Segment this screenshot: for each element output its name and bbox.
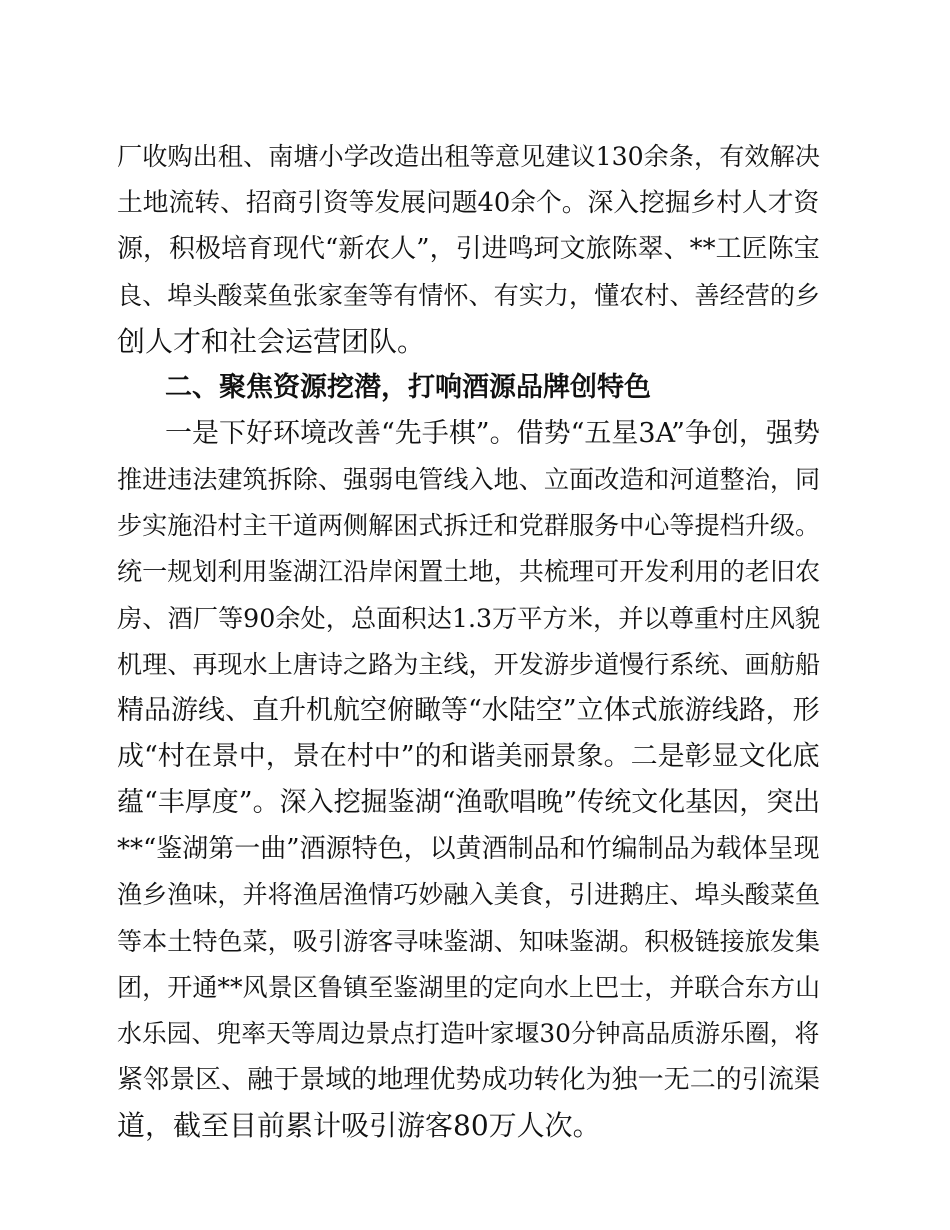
- body-line-11: 房、酒厂等90余处，总面积达1.3万平方米，并以尊重村庄风貌: [117, 604, 821, 633]
- body-line-8: 推进违法建筑拆除、强弱电管线入地、立面改造和河道整治，同: [117, 465, 821, 494]
- body-line-20: 水乐园、兜率天等周边景点打造叶家堰30分钟高品质游乐圈，将: [117, 1019, 820, 1048]
- body-line-1: 厂收购出租、南塘小学改造出租等意见建议130余条，有效解决: [117, 142, 820, 171]
- section-heading: 二、聚焦资源挖潜，打响酒源品牌创特色: [165, 372, 651, 403]
- body-line-12: 机理、再现水上唐诗之路为主线，开发游步道慢行系统、画舫船: [117, 650, 821, 679]
- body-line-22: 道，截至目前累计吸引游客80万人次。: [117, 1109, 601, 1142]
- body-line-3: 源，积极培育现代“新农人”，引进鸣珂文旅陈翠、**工匠陈宝: [117, 234, 820, 264]
- body-line-19: 团，开通**风景区鲁镇至鉴湖里的定向水上巴士，并联合东方山: [117, 973, 821, 1002]
- body-line-21: 紧邻景区、融于景域的地理优势成功转化为独一无二的引流渠: [117, 1065, 820, 1095]
- body-line-10: 统一规划利用鉴湖江沿岸闲置土地，共梳理可开发利用的老旧农: [117, 557, 821, 586]
- body-line-18: 等本土特色菜，吸引游客寻味鉴湖、知味鉴湖。积极链接旅发集: [117, 927, 821, 956]
- body-line-5: 创人才和社会运营团队。: [117, 325, 426, 358]
- body-line-9: 步实施沿村主干道两侧解困式拆迁和党群服务中心等提档升级。: [117, 511, 821, 540]
- paragraph-first-line: 一是下好环境改善“先手棋”。借势“五星3A”争创，强势: [165, 418, 820, 449]
- body-line-2: 土地流转、招商引资等发展问题40余个。深入挖掘乡村人才资: [117, 188, 820, 218]
- body-line-13: 精品游线、直升机航空俯瞰等“水陆空”立体式旅游线路，形: [117, 695, 820, 726]
- body-line-15: 蕴“丰厚度”。深入挖掘鉴湖“渔歌唱晚”传统文化基因，突出: [117, 787, 821, 818]
- body-line-16: **“鉴湖第一曲”酒源特色，以黄酒制品和竹编制品为载体呈现: [117, 834, 820, 864]
- body-line-17: 渔乡渔味，并将渔居渔情巧妙融入美食，引进鹅庄、埠头酸菜鱼: [117, 880, 821, 909]
- body-line-4: 良、埠头酸菜鱼张家奎等有情怀、有实力，懂农村、善经营的乡: [117, 281, 821, 310]
- body-line-14: 成“村在景中，景在村中”的和谐美丽景象。二是彰显文化底: [117, 741, 820, 772]
